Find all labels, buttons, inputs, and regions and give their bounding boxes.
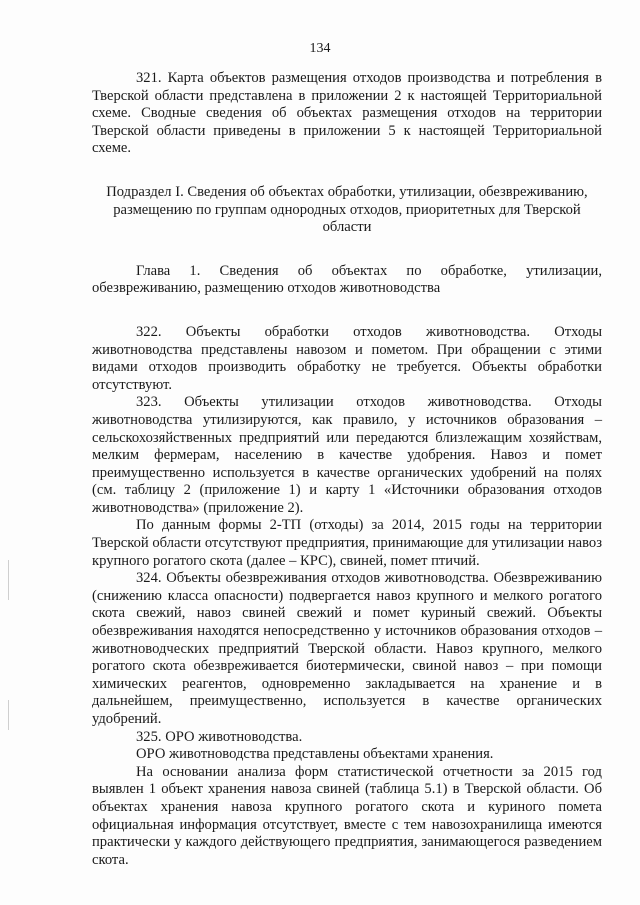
paragraph-323-continued: По данным формы 2-ТП (отходы) за 2014, 2015 годы на территории Тверской области отсутствуют предприятия, принимающие для утилизации навоз крупного рогатого скота (далее – КРС), свиней, помет птичий.	[92, 517, 602, 569]
paragraph-323: 323. Объекты утилизации отходов животноводства. Отходы животноводства утилизируются, как правило, у источников образования – сельскохозяйственных предприятий или передаются близлежащим хозяйствам, мелким фермерам, населению в качестве удобрения. Навоз и помет преимущественно используется в качестве органических удобрений на полях (см. таблицу 2 (приложение 1) и карту 1 «Источники образования отходов животноводства» (приложение 2).	[92, 394, 602, 516]
paragraph-325-a: ОРО животноводства представлены объектами хранения.	[136, 746, 494, 763]
document-body	[92, 70, 602, 869]
subsection-title: Подраздел I. Сведения об объектах обработки, утилизации, обезвреживанию, размещению по группам однородных отходов, приоритетных для Тверской области	[106, 183, 588, 236]
chapter-title: Глава 1. Сведения об объектах по обработке, утилизации, обезвреживанию, размещению отходов животноводства	[92, 262, 602, 297]
paragraph-322: 322. Объекты обработки отходов животноводства. Отходы животноводства представлены навозом и пометом. При обращении с этими видами отходов производить обработку не требуется. Объекты обработки отсутствуют.	[92, 323, 602, 393]
paragraph-325: 325. ОРО животноводства.	[136, 728, 303, 745]
scan-edge-mark	[8, 700, 9, 730]
paragraph-325-b: На основании анализа форм статистической отчетности за 2015 год выявлен 1 объект хранения навоза свиней (таблица 5.1) в Тверской области. Об объектах хранения навоза крупного рогатого скота и куриного помета официальная информация отсутствует, вместе с тем навозохранилища имеются практически у каждого действующего предприятия, занимающегося разведением скота.	[92, 763, 602, 868]
page-number: 134	[309, 41, 331, 56]
paragraph-324: 324. Объекты обезвреживания отходов животноводства. Обезвреживанию (снижению класса опасности) подвергается навоз крупного и мелкого рогатого скота свежий, навоз свиней свежий и помет куриный свежий. Объекты обезвреживания находятся непосредственно у источников образования отходов – животноводческих предприятий Тверской области. Навоз крупного, мелкого рогатого скота обезвреживается биотермически, свиной навоз – при помощи химических реагентов, одновременно закладывается на хранение и в дальнейшем, преимущественно, используется в качестве органических удобрений.	[92, 570, 602, 727]
paragraph-321: 321. Карта объектов размещения отходов производства и потребления в Тверской области представлена в приложении 2 к настоящей Территориальной схеме. Сводные сведения об объектах размещения отходов на территории Тверской области приведены в приложении 5 к настоящей Территориальной схеме.	[92, 70, 602, 157]
scan-edge-mark	[8, 560, 9, 600]
